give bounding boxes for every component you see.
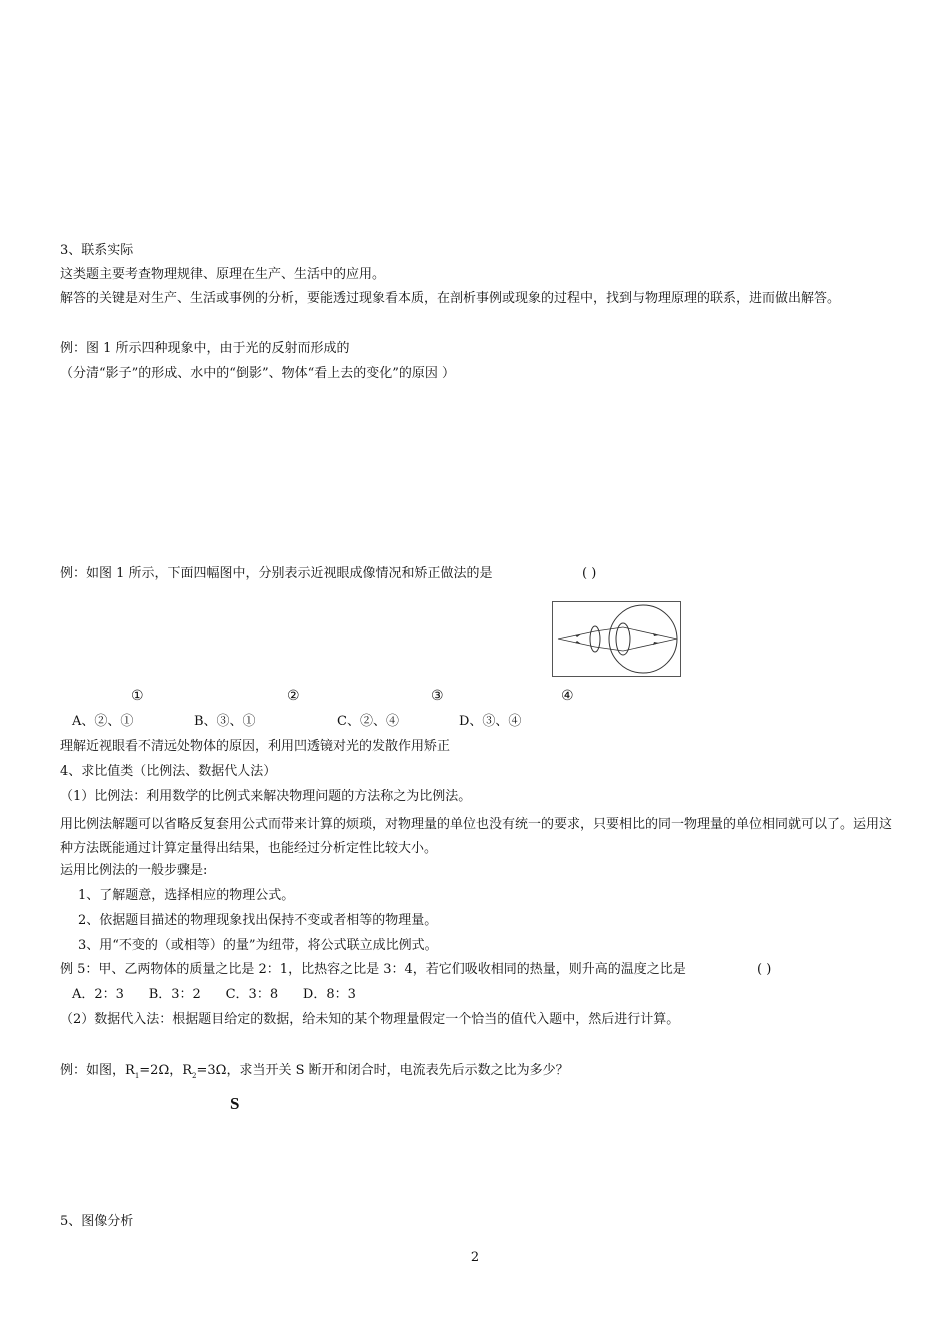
r1-value: =2Ω， <box>139 1063 183 1078</box>
option-d: D、③、④ <box>459 714 522 729</box>
section-5-heading: 5、图像分析 <box>60 1214 134 1229</box>
example-5-options: A．2：3 B．3：2 C．3：8 D．8：3 <box>72 987 356 1002</box>
paragraph: （1）比例法：利用数学的比例式来解决物理问题的方法称之为比例法。 <box>60 789 472 804</box>
paragraph: （2）数据代入法：根据题目给定的数据，给未知的某个物理量假定一个恰当的值代入题中，然后进行计算。 <box>60 1012 680 1027</box>
example-text: 例：图 1 所示四种现象中，由于光的反射而形成的 <box>60 341 350 356</box>
answer-blank: ( ) <box>757 962 772 977</box>
option-b: B、③、① <box>194 714 256 729</box>
figure-label-3: ③ <box>431 688 444 704</box>
figure-label-4: ④ <box>561 688 574 704</box>
paragraph: 这类题主要考查物理规律、原理在生产、生活中的应用。 <box>60 267 386 282</box>
step-item: 1、了解题意，选择相应的物理公式。 <box>78 888 295 903</box>
hint-text: （分清“影子”的形成、水中的“倒影”、物体“看上去的变化”的原因 ） <box>60 366 456 381</box>
figure-label-2: ② <box>287 688 300 704</box>
r2-value: =3Ω，求当开关 S 断开和闭合时，电流表先后示数之比为多少？ <box>196 1063 569 1078</box>
paragraph: 用比例法解题可以省略反复套用公式而带来计算的烦琐，对物理量的单位也没有统一的要求，只要相比的同一物理量的单位相同就可以了。运用这种方法既能通过计算定量得出结果，也能经过分析定性比较大小。 <box>60 817 893 856</box>
paragraph: 解答的关键是对生产、生活或事例的分析，要能透过现象看本质，在剖析事例或现象的过程中，找到与物理原理的联系，进而做出解答。 <box>60 291 841 306</box>
example-5-text: 例 5：甲、乙两物体的质量之比是 2：1，比热容之比是 3：4，若它们吸收相同的热量，则升高的温度之比是 <box>60 962 686 977</box>
page-number: 2 <box>470 1250 480 1265</box>
circuit-example-text <box>60 1062 569 1085</box>
option-a: A、②、① <box>72 714 134 729</box>
section-3-heading: 3、联系实际 <box>60 243 134 258</box>
example-prefix: 例：如图， <box>60 1063 126 1078</box>
paragraph: 理解近视眼看不清远处物体的原因，利用凹透镜对光的发散作用矫正 <box>60 739 451 754</box>
step-item: 2、依据题目描述的物理现象找出保持不变或者相等的物理量。 <box>78 913 438 928</box>
r2-symbol: R <box>182 1063 193 1078</box>
example-text: 例：如图 1 所示，下面四幅图中，分别表示近视眼成像情况和矫正做法的是 <box>60 566 493 581</box>
r2-subscript: 2 <box>192 1072 197 1080</box>
figure-label-1: ① <box>131 688 144 704</box>
r1-symbol: R <box>125 1063 135 1078</box>
section-4-heading: 4、求比值类（比例法、数据代人法） <box>60 764 277 779</box>
eye-lens-diagram <box>553 602 680 676</box>
steps-title: 运用比例法的一般步骤是: <box>60 863 208 878</box>
myopia-eye-figure <box>552 601 681 677</box>
r1-subscript: 1 <box>134 1072 140 1080</box>
switch-label: S <box>230 1094 240 1113</box>
answer-blank: ( ) <box>582 566 597 581</box>
option-c: C、②、④ <box>337 714 399 729</box>
step-item: 3、用“不变的（或相等）的量”为纽带，将公式联立成比例式。 <box>78 938 438 953</box>
